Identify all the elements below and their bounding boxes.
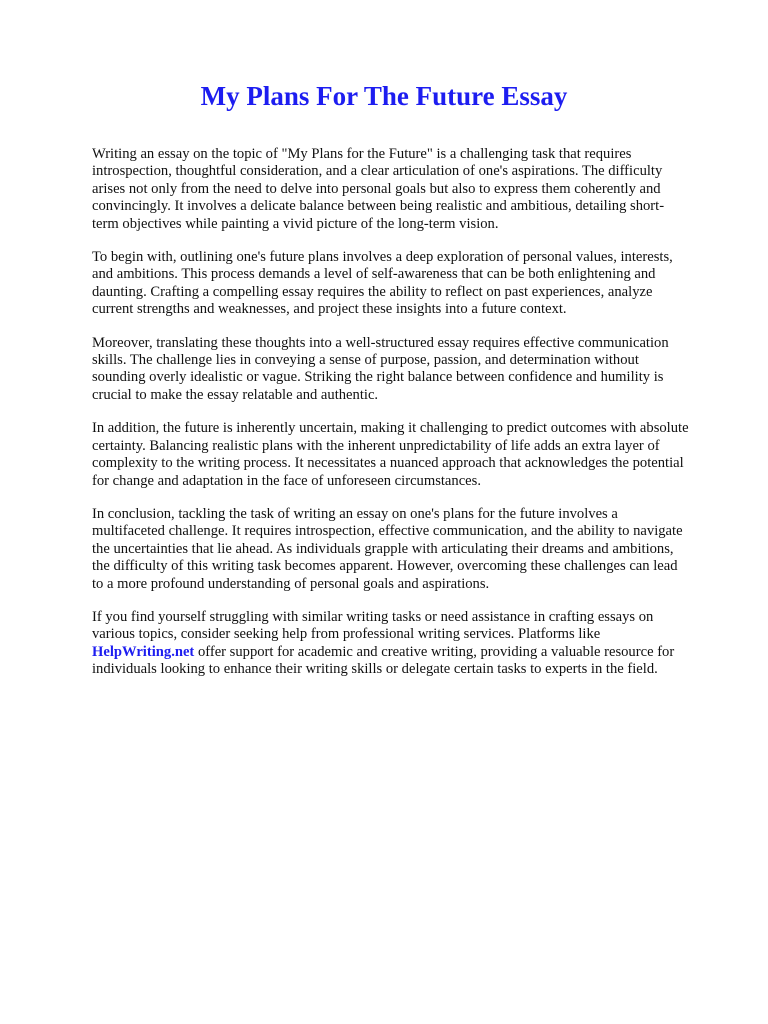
essay-paragraph-2: To begin with, outlining one's future plans involves a deep exploration of personal values, interests, and ambitions. This process demands a level of self-awareness that can be both enlightening and daunting. Crafting a compelling essay requires the ability to reflect on past experiences, analyze current strengths and weaknesses, and project these insights into a future context.: [92, 249, 673, 318]
essay-paragraph-4: In addition, the future is inherently uncertain, making it challenging to predict outcomes with absolute certainty. Balancing realistic plans with the inherent unpredictability of life adds an extra layer of complexity to the writing process. It necessitates a nuanced approach that acknowledges the potential for change and adaptation in the face of unforeseen circumstances.: [92, 420, 689, 489]
essay-paragraph-3: Moreover, translating these thoughts into a well-structured essay requires effective communication skills. The challenge lies in conveying a sense of purpose, passion, and determination without sounding overly idealistic or vague. Striking the right balance between confidence and humility is crucial to make the essay relatable and authentic.: [92, 334, 669, 403]
helpwriting-link[interactable]: HelpWriting.net: [92, 643, 195, 660]
essay-paragraph-final: [92, 609, 690, 679]
page-title: My Plans For The Future Essay: [200, 81, 568, 111]
essay-paragraph-5: In conclusion, tackling the task of writing an essay on one's plans for the future involves a multifaceted challenge. It requires introspection, effective communication, and the ability to navigate the uncertainties that lie ahead. As individuals grapple with articulating their dreams and ambitions, the difficulty of this writing task becomes apparent. However, overcoming these challenges can lead to a more profound understanding of personal goals and aspirations.: [92, 505, 683, 592]
final-paragraph-text-before: If you find yourself struggling with similar writing tasks or need assistance in crafting essays on various topics, consider seeking help from professional writing services. Platforms like: [92, 608, 654, 643]
final-paragraph-text-after: offer support for academic and creative writing, providing a valuable resource for individuals looking to enhance their writing skills or delegate certain tasks to experts in the field.: [92, 643, 675, 678]
essay-body: [92, 146, 690, 695]
essay-paragraph-1: Writing an essay on the topic of "My Plans for the Future" is a challenging task that requires introspection, thoughtful consideration, and a clear articulation of one's aspirations. The difficulty arises not only from the need to delve into personal goals but also to express them coherently and convincingly. It involves a delicate balance between being realistic and ambitious, detailing short-term objectives while painting a vivid picture of the long-term vision.: [92, 146, 665, 232]
